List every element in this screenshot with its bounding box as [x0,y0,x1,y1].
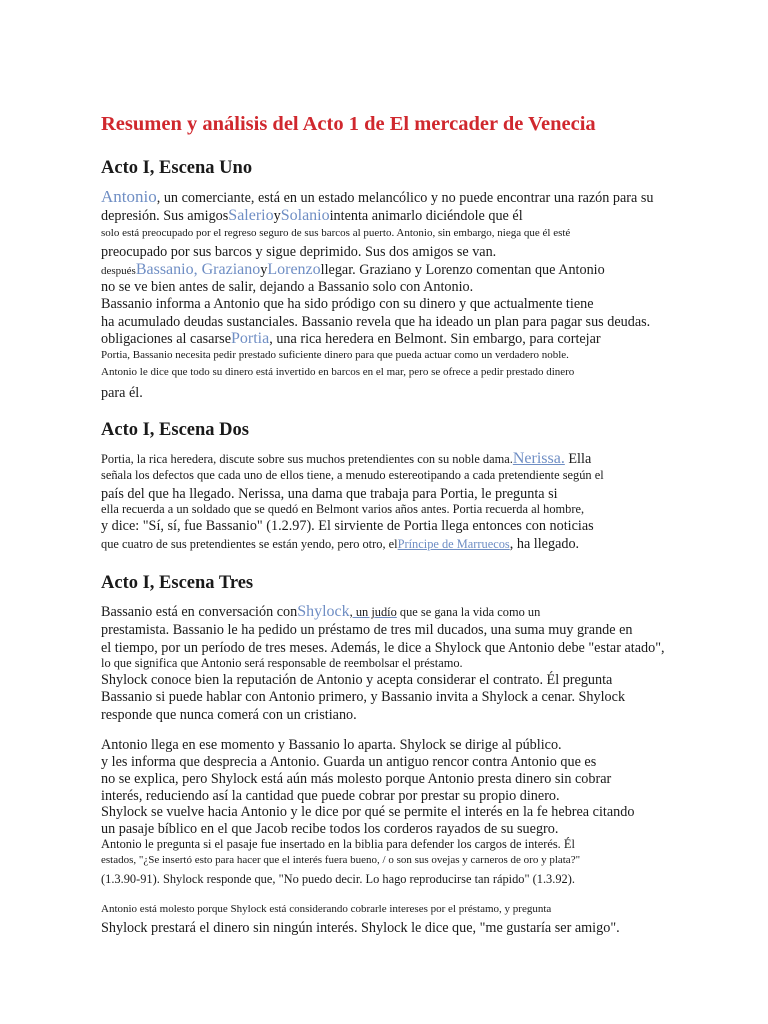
s1-line-6: no se ve bien antes de salir, dejando a Bassanio solo con Antonio. [101,279,474,295]
s3-p3-line-2: Shylock prestará el dinero sin ningún interés. Shylock le dice que, "me gustaría ser amigo". [101,920,620,936]
s1-line-11: Antonio le dice que todo su dinero está invertido en barcos en el mar, pero se ofrece a pedir prestado dinero [101,366,575,378]
s2-line-1: Portia, la rica heredera, discute sobre sus muchos pretendientes con su noble dama.Nerissa. Ella [101,450,592,467]
link-antonio[interactable]: Antonio [101,187,157,206]
scene-one-heading: Acto I, Escena Uno [101,158,253,178]
s3-p2-line-9: (1.3.90-91). Shylock responde que, "No puedo decir. Lo hago reproducirse tan rápido" (1.3.92). [101,872,575,886]
s3-line-3: el tiempo, por un período de tres meses. Además, le dice a Shylock que Antonio debe "estar atado", [101,640,665,656]
s1-line-4: preocupado por sus barcos y sigue deprimido. Sus dos amigos se van. [101,244,497,260]
s1-line-8: ha acumulado deudas sustanciales. Bassanio revela que ha ideado un plan para pagar sus deudas. [101,314,651,330]
scene-two-heading: Acto I, Escena Dos [101,420,249,440]
s1-line-7: Bassanio informa a Antonio que ha sido pródigo con su dinero y que actualmente tiene [101,296,594,312]
s3-p2-line-1: Antonio llega en ese momento y Bassanio lo aparta. Shylock se dirige al público. [101,737,562,753]
link-principe-de-marruecos[interactable]: Príncipe de Marruecos [397,537,510,551]
s3-line-6: Bassanio si puede hablar con Antonio primero, y Bassanio invita a Shylock a cenar. Shylock [101,689,626,705]
link-portia[interactable]: Portia [231,330,270,347]
s1-line-9: obligaciones al casarsePortia, una rica heredera en Belmont. Sin embargo, para cortejar [101,330,601,347]
s1-line-5: despuésBassanio, GrazianoyLorenzollegar. Graziano y Lorenzo comentan que Antonio [101,261,605,278]
link-solanio[interactable]: Solanio [280,207,330,224]
link-lorenzo[interactable]: Lorenzo [267,261,321,278]
s1-line-3: solo está preocupado por el regreso seguro de sus barcos al puerto. Antonio, sin embargo, niega que él esté [101,227,571,239]
s2-line-4: ella recuerda a un soldado que se quedó en Belmont varios años antes. Portia recuerda al hombre, [101,502,585,516]
s2-line-6: que cuatro de sus pretendientes se están yendo, pero otro, elPríncipe de Marruecos, ha llegado. [101,536,580,552]
s2-line-3: país del que ha llegado. Nerissa, una dama que trabaja para Portia, le pregunta si [101,486,558,502]
link-shylock[interactable]: Shylock [297,603,350,620]
s1-line-2: depresión. Sus amigosSalerioySolaniointenta animarlo diciéndole que él [101,207,523,224]
s2-line-2: señala los defectos que cada uno de ellos tiene, a menudo estereotipando a cada pretendiente según el [101,468,604,482]
s3-p3-line-1: Antonio está molesto porque Shylock está considerando cobrarle intereses por el préstamo, y pregunta [101,903,552,915]
s1-line-10: Portia, Bassanio necesita pedir prestado suficiente dinero para que pueda actuar como un verdadero noble. [101,349,569,361]
link-bassanio[interactable]: Bassanio [135,261,194,278]
document-title: Resumen y análisis del Acto 1 de El mercader de Venecia [101,113,596,135]
s3-line-1: Bassanio está en conversación conShylock, un judío que se gana la vida como un [101,603,541,620]
s3-p2-line-6: un pasaje bíblico en el que Jacob recibe todos los corderos rayados de su suegro. [101,821,559,837]
scene-three-heading: Acto I, Escena Tres [101,573,254,593]
s3-line-2: prestamista. Bassanio le ha pedido un préstamo de tres mil ducados, una suma muy grande en [101,622,633,638]
s1-line-1: Antonio, un comerciante, está en un estado melancólico y no puede encontrar una razón para su [101,187,654,206]
s3-p2-line-5: Shylock se vuelve hacia Antonio y le dice por qué se permite el interés en la fe hebrea citando [101,804,635,820]
s3-p2-line-3: no se explica, pero Shylock está aún más molesto porque Antonio presta dinero sin cobrar [101,771,612,787]
s3-p2-line-2: y les informa que desprecia a Antonio. Guarda un antiguo rencor contra Antonio que es [101,754,597,770]
s1-line-12: para él. [101,385,143,401]
link-salerio[interactable]: Salerio [228,207,274,224]
s3-line-4: lo que significa que Antonio será responsable de reembolsar el préstamo. [101,656,463,670]
s3-line-7: responde que nunca comerá con un cristiano. [101,707,357,723]
s3-p2-line-4: interés, reduciendo así la cantidad que puede cobrar por prestar su propio dinero. [101,788,560,804]
s3-p2-line-8: estados, "¿Se insertó esto para hacer que el interés fuera bueno, / o son sus ovejas y carneros de oro y plata?" [101,854,581,866]
s2-line-5: y dice: "Sí, sí, fue Bassanio" (1.2.97). El sirviente de Portia llega entonces con noticias [101,518,594,534]
s3-line-5: Shylock conoce bien la reputación de Antonio y acepta considerar el contrato. Él pregunta [101,672,613,688]
s3-p2-line-7: Antonio le pregunta si el pasaje fue insertado en la biblia para defender los cargos de interés. Él [101,837,575,851]
link-nerissa[interactable]: Nerissa. [512,450,565,467]
link-graziano[interactable]: Graziano [201,261,261,278]
